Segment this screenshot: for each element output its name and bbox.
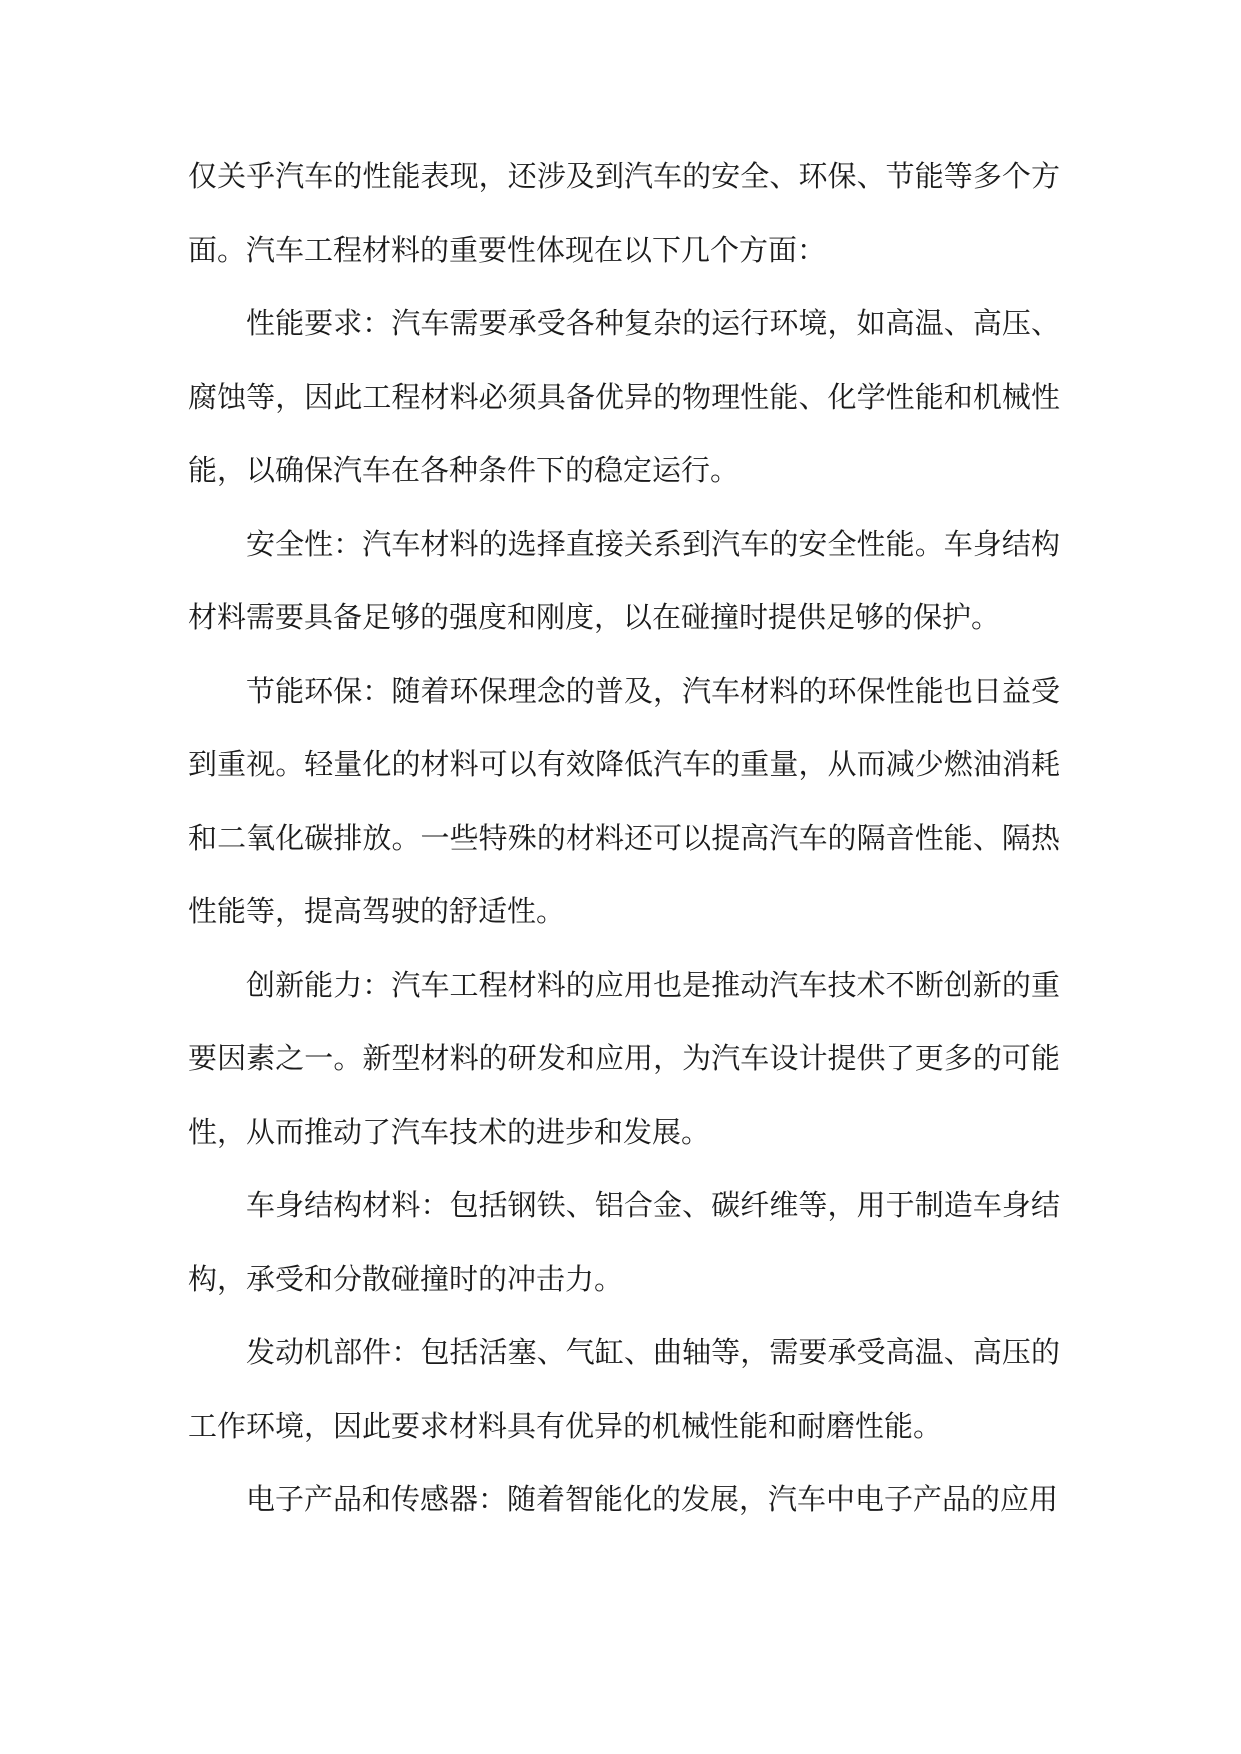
paragraph-6: 车身结构材料：包括钢铁、铝合金、碳纤维等，用于制造车身结构，承受和分散碰撞时的冲击力。 xyxy=(188,1188,1060,1296)
paragraph-5: 创新能力：汽车工程材料的应用也是推动汽车技术不断创新的重要因素之一。新型材料的研发和应用，为汽车设计提供了更多的可能性，从而推动了汽车技术的进步和发展。 xyxy=(188,967,1060,1149)
paragraph-7: 发动机部件：包括活塞、气缸、曲轴等，需要承受高温、高压的工作环境，因此要求材料具有优异的机械性能和耐磨性能。 xyxy=(188,1335,1060,1443)
paragraph-4: 节能环保：随着环保理念的普及，汽车材料的环保性能也日益受到重视。轻量化的材料可以有效降低汽车的重量，从而减少燃油消耗和二氧化碳排放。一些特殊的材料还可以提高汽车的隔音性能、隔热性能等，提高驾驶的舒适性。 xyxy=(188,673,1060,928)
document-page xyxy=(188,140,1060,1537)
paragraph-1: 仅关乎汽车的性能表现，还涉及到汽车的安全、环保、节能等多个方面。汽车工程材料的重要性体现在以下几个方面： xyxy=(188,159,1060,267)
paragraph-8: 电子产品和传感器：随着智能化的发展，汽车中电子产品的应用 xyxy=(246,1482,1059,1516)
paragraph-3: 安全性：汽车材料的选择直接关系到汽车的安全性能。车身结构材料需要具备足够的强度和刚度，以在碰撞时提供足够的保护。 xyxy=(188,526,1060,634)
paragraph-2: 性能要求：汽车需要承受各种复杂的运行环境，如高温、高压、腐蚀等，因此工程材料必须具备优异的物理性能、化学性能和机械性能，以确保汽车在各种条件下的稳定运行。 xyxy=(188,306,1060,487)
